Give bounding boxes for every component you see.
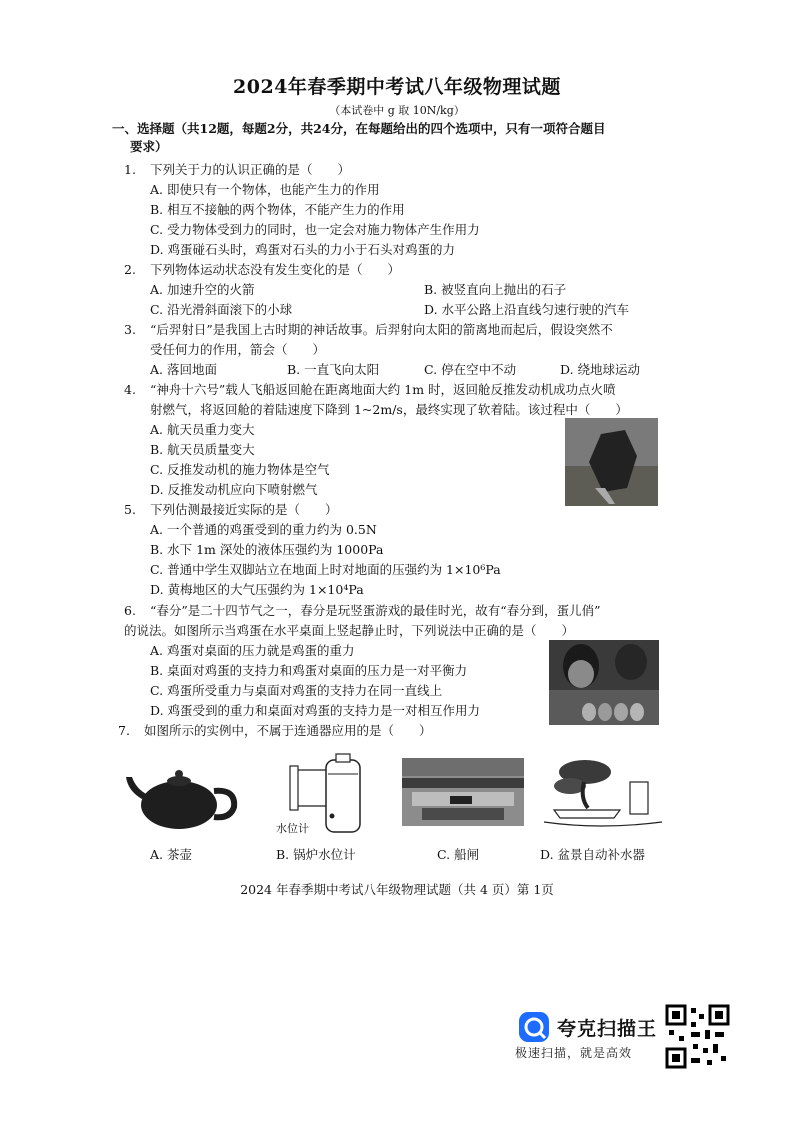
option-d: D. 绕地球运动	[560, 362, 641, 377]
option-d: D. 水平公路上沿直线匀速行驶的汽车	[424, 302, 630, 317]
question-number: 3.	[124, 322, 136, 337]
page-footer: 2024 年春季期中考试八年级物理试题（共 4 页）第 1页	[240, 882, 554, 897]
brand-name: 夸克扫描王	[557, 1018, 658, 1040]
option-c: C. 沿光滑斜面滚下的小球	[150, 302, 293, 317]
option-b: B. 水下 1m 深处的液体压强约为 1000Pa	[150, 542, 384, 557]
option-b: B. 锅炉水位计	[276, 847, 356, 862]
option-d: D. 反推发动机应向下喷射燃气	[150, 482, 318, 497]
bonsai-figure	[540, 752, 666, 832]
option-a: A. 加速升空的火箭	[150, 282, 255, 297]
question-text-line1: “神舟十六号”载人飞船返回舱在距离地面大约 1m 时，返回舱反推发动机成功点火喷	[150, 382, 616, 397]
question-text: 下列物体运动状态没有发生变化的是（ ）	[150, 262, 401, 277]
question-number: 7.	[118, 723, 130, 738]
option-d: D. 鸡蛋受到的重力和桌面对鸡蛋的支持力是一对相互作用力	[150, 703, 481, 718]
egg-standing-photo	[549, 640, 659, 725]
section-heading-line1: 一、选择题（共12题，每题2分，共24分，在每题给出的四个选项中，只有一项符合题目	[112, 121, 606, 136]
section-heading-line2: 要求）	[130, 139, 168, 154]
option-a: A. 鸡蛋对桌面的压力就是鸡蛋的重力	[150, 643, 355, 658]
option-a: A. 即使只有一个物体，也能产生力的作用	[150, 182, 380, 197]
brand-slogan: 极速扫描，就是高效	[515, 1046, 633, 1060]
page-title: 2024年春季期中考试八年级物理试题	[233, 76, 561, 98]
option-b: B. 航天员质量变大	[150, 442, 255, 457]
teapot-figure	[124, 755, 242, 835]
question-number: 2.	[124, 262, 136, 277]
qr-code-icon	[665, 1004, 730, 1069]
section-heading	[112, 120, 682, 156]
ship-lock-photo	[402, 758, 524, 826]
option-b: B. 一直飞向太阳	[287, 362, 380, 377]
question-text: 下列估测最接近实际的是（ ）	[150, 502, 338, 517]
option-c: C. 停在空中不动	[424, 362, 517, 377]
option-b: B. 相互不接触的两个物体，不能产生力的作用	[150, 202, 405, 217]
scanner-brand	[515, 1010, 665, 1070]
option-a: A. 茶壶	[150, 847, 192, 862]
option-a: A. 落回地面	[150, 362, 217, 377]
question-text-line2: 受任何力的作用，箭会（ ）	[150, 342, 326, 357]
question-text-line1: “后羿射日”是我国上古时期的神话故事。后羿射向太阳的箭离地而起后，假设突然不	[150, 322, 613, 337]
option-c: C. 反推发动机的施力物体是空气	[150, 462, 330, 477]
option-a: A. 一个普通的鸡蛋受到的重力约为 0.5N	[150, 522, 377, 537]
question-number: 1.	[124, 162, 136, 177]
option-d: D. 黄梅地区的大气压强约为 1×10⁴Pa	[150, 582, 364, 597]
question-text: 如图所示的实例中，不属于连通器应用的是（ ）	[144, 723, 432, 738]
option-b: B. 桌面对鸡蛋的支持力和鸡蛋对桌面的压力是一对平衡力	[150, 663, 468, 678]
brand-logo-icon	[517, 1010, 551, 1048]
question-text-line2: 的说法。如图所示当鸡蛋在水平桌面上竖起静止时，下列说法中正确的是（ ）	[124, 623, 575, 638]
option-d: D. 鸡蛋碰石头时，鸡蛋对石头的力小于石头对鸡蛋的力	[150, 242, 456, 257]
question-text-line1: “春分”是二十四节气之一，春分是玩竖蛋游戏的最佳时光，故有“春分到，蛋儿俏”	[150, 603, 601, 618]
return-capsule-photo	[565, 418, 658, 506]
option-c: C. 船闸	[437, 847, 480, 862]
water-level-label: 水位计	[276, 822, 309, 835]
question-text: 下列关于力的认识正确的是（ ）	[150, 162, 351, 177]
option-c: C. 受力物体受到力的同时，也一定会对施力物体产生作用力	[150, 222, 480, 237]
question-number: 5.	[124, 502, 136, 517]
option-c: C. 鸡蛋所受重力与桌面对鸡蛋的支持力在同一直线上	[150, 683, 443, 698]
option-b: B. 被竖直向上抛出的石子	[424, 282, 567, 297]
option-a: A. 航天员重力变大	[150, 422, 255, 437]
question-number: 6.	[124, 603, 136, 618]
question-number: 4.	[124, 382, 136, 397]
option-c: C. 普通中学生双脚站立在地面上时对地面的压强约为 1×10⁶Pa	[150, 562, 501, 577]
option-d: D. 盆景自动补水器	[540, 847, 646, 862]
page-subtitle: （本试卷中 g 取 10N/kg）	[329, 104, 465, 117]
question-text-line2: 射燃气，将返回舱的着陆速度下降到 1~2m/s，最终实现了软着陆。该过程中（ ）	[150, 402, 628, 417]
